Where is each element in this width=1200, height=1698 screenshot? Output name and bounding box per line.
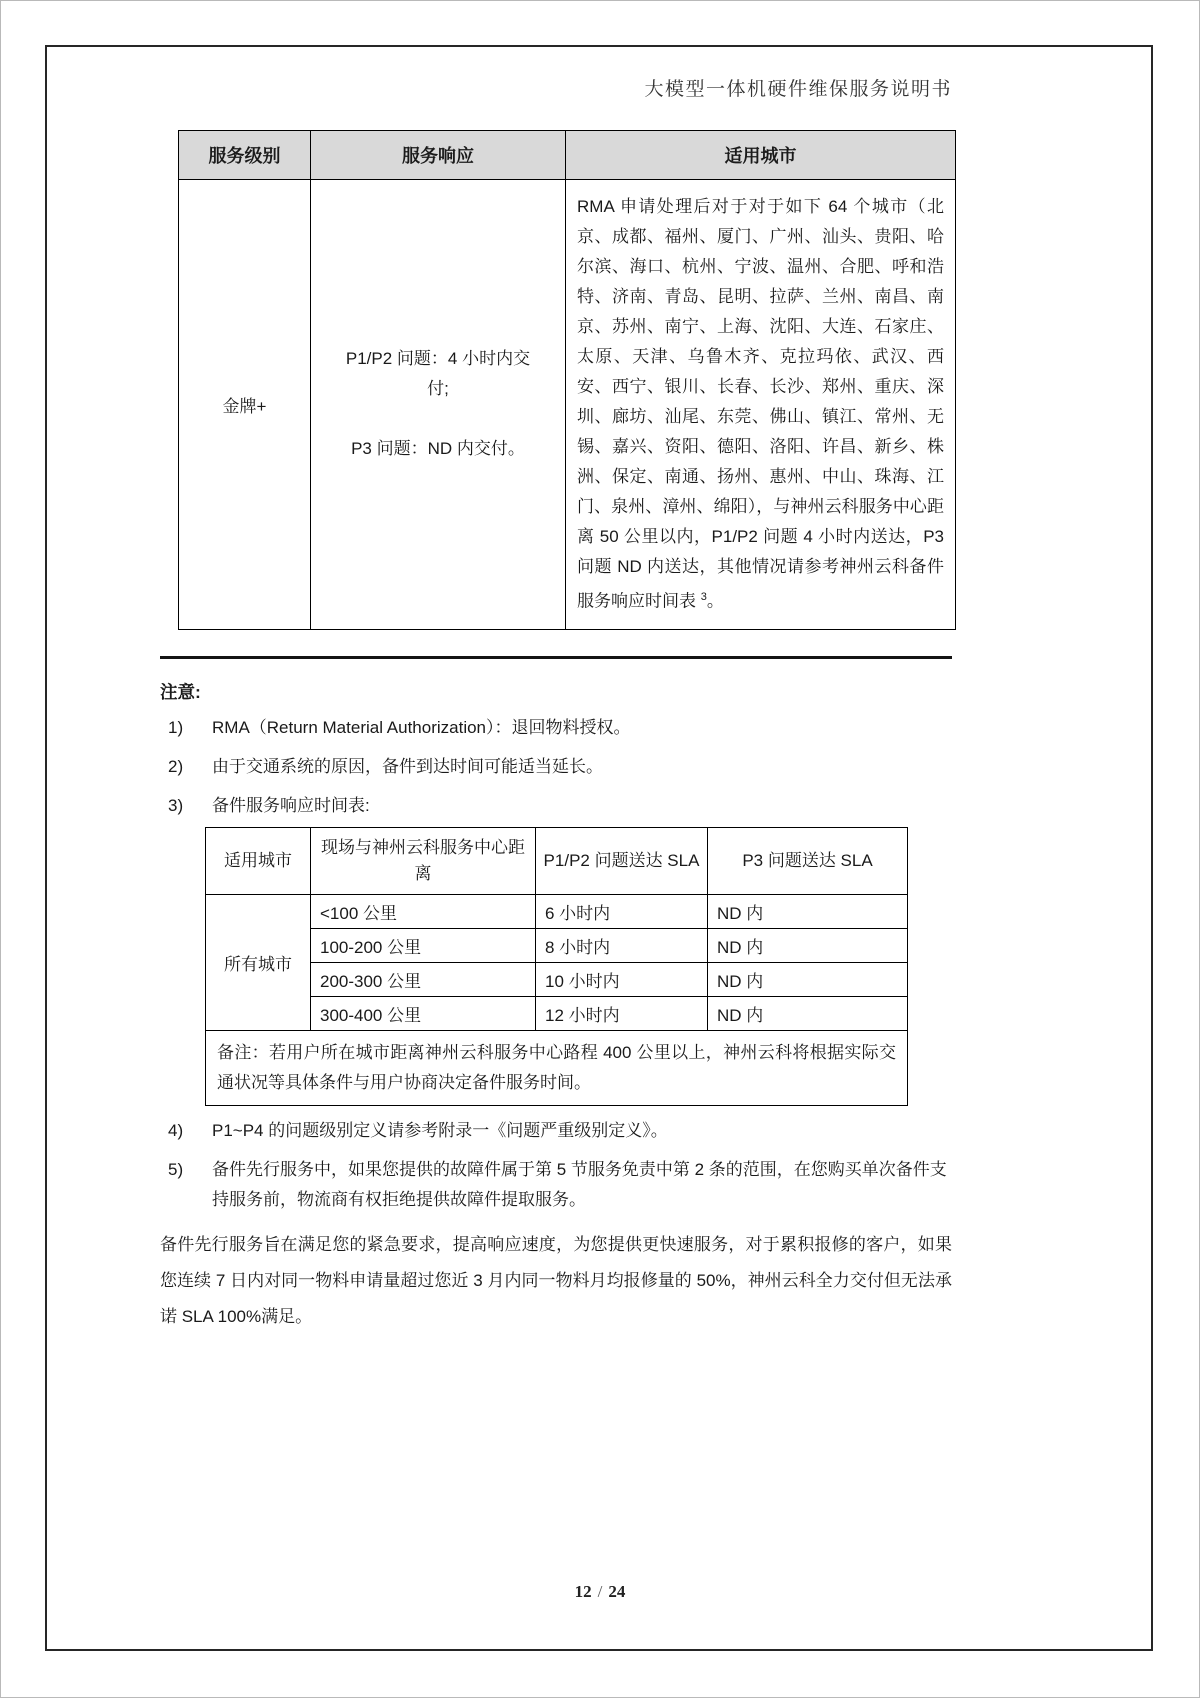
notes-heading: 注意: xyxy=(160,681,201,702)
sla-distance: <100 公里 xyxy=(311,894,536,928)
service-level-table xyxy=(178,130,956,630)
sla-p3: ND 内 xyxy=(708,996,908,1030)
header-service-level: 服务级别 xyxy=(179,131,311,180)
sla-row-2 xyxy=(206,928,908,962)
sla-row-1 xyxy=(206,894,908,928)
note-item-5 xyxy=(160,1155,952,1215)
service-response-cell xyxy=(311,180,566,630)
note-number: 2) xyxy=(168,756,184,776)
sla-header-p1p2: P1/P2 问题送达 SLA xyxy=(536,827,708,894)
note-text: 备件先行服务中，如果您提供的故障件属于第 5 节服务免责中第 2 条的范围，在您购买单次备件支持服务前，物流商有权拒绝提供故障件提取服务。 xyxy=(212,1159,947,1209)
sla-header-p3: P3 问题送达 SLA xyxy=(708,827,908,894)
sla-header-distance: 现场与神州云科服务中心距离 xyxy=(311,827,536,894)
header-service-response: 服务响应 xyxy=(311,131,566,180)
sla-p3: ND 内 xyxy=(708,928,908,962)
sla-remark-row xyxy=(206,1030,908,1105)
sla-distance: 200-300 公里 xyxy=(311,962,536,996)
page-number-current: 12 xyxy=(574,1582,592,1601)
sla-p1p2: 8 小时内 xyxy=(536,928,708,962)
note-text: RMA（Return Material Authorization）：退回物料授权。 xyxy=(212,717,631,737)
note-number: 1) xyxy=(168,717,184,737)
note-item-2 xyxy=(160,752,952,782)
cities-text: RMA 申请处理后对于对于如下 64 个城市（北京、成都、福州、厦门、广州、汕头、贵阳、哈尔滨、海口、杭州、宁波、温州、合肥、呼和浩特、济南、青岛、昆明、拉萨、兰州、南昌、南京、苏州、南宁、上海、沈阳、大连、石家庄、太原、天津、乌鲁木齐、克拉玛依、武汉、西安、西宁、银川、长春、长沙、郑州、重庆、深圳、廊坊、汕尾、东莞、佛山、镇江、常州、无锡、嘉兴、资阳、德阳、洛阳、许昌、新乡、株洲、保定、南通、扬州、惠州、中山、珠海、江门、泉州、漳州、绵阳），与神州云科服务中心距离 50 公里以内，P1/P2 问题 4 小时内送达，P3 问题 ND 内送达，其他情况请参考神州云科备件服务响应时间表 xyxy=(577,197,944,611)
sla-row-4 xyxy=(206,996,908,1030)
sla-p1p2: 10 小时内 xyxy=(536,962,708,996)
closing-paragraph: 备件先行服务旨在满足您的紧急要求，提高响应速度，为您提供更快速服务，对于累积报修的客户，如果您连续 7 日内对同一物料申请量超过您近 3 月内同一物料月均报修量的 50%，神州云科全力交付但无法承诺 SLA 100%满足。 xyxy=(160,1234,952,1326)
page-footer xyxy=(0,1582,1200,1602)
sla-p1p2: 12 小时内 xyxy=(536,996,708,1030)
spare-parts-sla-table xyxy=(205,827,908,1106)
note-number: 3) xyxy=(168,795,184,815)
note-text: P1~P4 的问题级别定义请参考附录一《问题严重级别定义》。 xyxy=(212,1120,668,1140)
note-item-4 xyxy=(160,1116,952,1146)
sla-header-city: 适用城市 xyxy=(206,827,311,894)
document-header-title: 大模型一体机硬件维保服务说明书 xyxy=(644,79,952,100)
sla-p1p2: 6 小时内 xyxy=(536,894,708,928)
header-applicable-cities: 适用城市 xyxy=(566,131,956,180)
note-number: 4) xyxy=(168,1120,184,1140)
sla-p3: ND 内 xyxy=(708,894,908,928)
sla-p3: ND 内 xyxy=(708,962,908,996)
sla-distance: 300-400 公里 xyxy=(311,996,536,1030)
page-content xyxy=(160,130,952,1335)
sla-remark: 备注：若用户所在城市距离神州云科服务中心路程 400 公里以上，神州云科将根据实际交通状况等具体条件与用户协商决定备件服务时间。 xyxy=(206,1030,908,1105)
page-number-separator: / xyxy=(597,1582,603,1601)
service-table-header-row xyxy=(179,131,956,180)
note-text: 备件服务响应时间表: xyxy=(212,795,370,815)
applicable-cities-cell xyxy=(566,180,956,630)
sla-table-header-row xyxy=(206,827,908,894)
response-gap xyxy=(337,404,539,434)
note-item-1 xyxy=(160,713,952,743)
service-level-cell: 金牌+ xyxy=(179,180,311,630)
section-divider-rule xyxy=(160,656,952,659)
service-table-row-gold-plus xyxy=(179,180,956,630)
note-item-3 xyxy=(160,791,952,821)
sla-distance: 100-200 公里 xyxy=(311,928,536,962)
note-text: 由于交通系统的原因，备件到达时间可能适当延长。 xyxy=(212,756,603,776)
note-number: 5) xyxy=(168,1159,184,1179)
cities-text-tail: 。 xyxy=(706,591,724,611)
page-number-total: 24 xyxy=(608,1582,626,1601)
sla-city-group: 所有城市 xyxy=(206,894,311,1030)
response-p1p2: P1/P2 问题：4 小时内交付; xyxy=(345,349,531,399)
response-p3: P3 问题：ND 内交付。 xyxy=(351,439,525,459)
footnote-ref-3: 3 xyxy=(700,591,707,603)
sla-row-3 xyxy=(206,962,908,996)
